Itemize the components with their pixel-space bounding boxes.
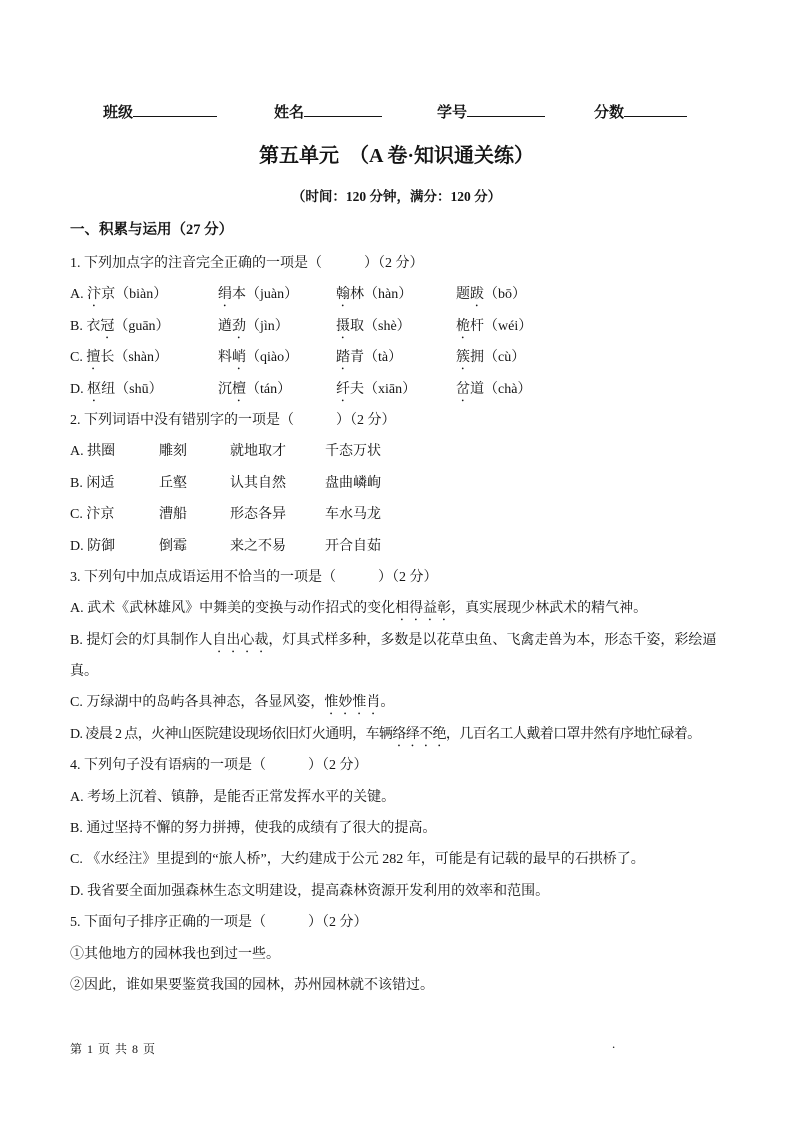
text-segment: B. 提灯会的灯具制作人 (70, 632, 213, 648)
text-segment: 千态万状 (325, 444, 381, 460)
text-line (70, 750, 730, 781)
field-label-name: 姓名 (274, 105, 305, 121)
text-line (70, 970, 730, 1001)
emphasized-text: 冠 (100, 318, 115, 334)
text-line (70, 279, 730, 310)
text-cell (325, 531, 730, 562)
text-cell (70, 374, 218, 405)
text-segment: ①其他地方的园林我也到过一些。 (70, 946, 280, 962)
text-line (70, 248, 730, 279)
text-segment: ，几百名工人戴着口罩井然有序地忙碌着。 (445, 726, 701, 742)
content-lines (70, 248, 730, 1001)
text-segment: 。 (380, 695, 395, 711)
text-line (70, 656, 730, 687)
text-segment: （guān） (114, 318, 170, 334)
student-info-header (0, 100, 793, 126)
text-cell (230, 531, 325, 562)
text-segment: 盘曲嶙峋 (325, 475, 381, 491)
field-class (103, 100, 217, 122)
text-segment: C. (70, 350, 87, 366)
text-segment: 拥（cù） (470, 350, 526, 366)
emphasized-text: 岔 (456, 381, 470, 397)
text-line (70, 876, 730, 907)
text-segment: 道（chà） (470, 381, 532, 397)
emphasized-text: 跋 (470, 287, 484, 303)
text-cell (218, 374, 336, 405)
text-segment: D. 我省要全面加强森林生态文明建设，提高森林资源开发利用的效率和范围。 (70, 883, 550, 899)
text-cell (70, 279, 218, 310)
text-segment: B. 通过坚持不懈的努力拼搏，使我的成绩有了很大的提高。 (70, 821, 437, 837)
text-segment: 2. 下列词语中没有错别字的一项是（ ）（2 分） (70, 412, 396, 428)
text-line (70, 342, 730, 373)
section-heading: 一、积累与运用（27 分） (70, 222, 234, 238)
text-segment: 就地取才 (230, 444, 286, 460)
text-segment: ，灯具式样多种，多数是以花草虫鱼、飞禽走兽为本，形态千姿，彩绘逼 (268, 632, 717, 648)
text-line (70, 531, 730, 562)
emphasized-text: 相得益彰 (395, 601, 452, 617)
text-line (70, 311, 730, 342)
text-segment: A. 武术《武林雄风》中舞美的变换与动作招式的变化 (70, 601, 396, 617)
text-segment: 纽（shū） (101, 381, 163, 397)
text-cell (70, 436, 159, 467)
emphasized-text: 纤 (336, 381, 350, 397)
student-id-fill-blank[interactable] (467, 100, 545, 117)
text-segment: 夫（xiān） (350, 381, 417, 397)
text-segment: 认其自然 (230, 475, 286, 491)
text-segment: 料 (218, 350, 232, 366)
text-segment: 丘壑 (159, 475, 187, 491)
text-segment: 车水马龙 (325, 507, 381, 523)
emphasized-text: 簇 (456, 350, 470, 366)
text-segment: 本（juàn） (232, 287, 299, 303)
text-cell (456, 374, 730, 405)
emphasized-text: 绢 (218, 287, 232, 303)
emphasized-text: 峭 (232, 350, 246, 366)
text-segment: 京（biàn） (101, 287, 168, 303)
emphasized-text: 劲 (232, 318, 246, 334)
text-cell (325, 468, 730, 499)
text-segment: ，真实展现少林武术的精气神。 (451, 601, 648, 617)
text-segment: A. 考场上沉着、镇静，是能否正常发挥水平的关键。 (70, 789, 396, 805)
emphasized-text: 络绎不绝 (392, 726, 446, 742)
text-cell (218, 279, 336, 310)
text-cell (230, 468, 325, 499)
text-segment: B. 闲适 (70, 475, 115, 491)
text-segment: 青（tà） (350, 350, 403, 366)
field-student-id (437, 100, 545, 122)
stray-period: . (612, 1036, 616, 1051)
text-cell (456, 311, 730, 342)
text-segment: C. 万绿湖中的岛屿各具神态，各显风姿， (70, 695, 325, 711)
text-segment: 倒霉 (159, 538, 187, 554)
text-cell (218, 342, 336, 373)
text-segment: 1. 下列加点字的注音完全正确的一项是（ ）（2 分） (70, 256, 424, 271)
text-segment: 5. 下面句子排序正确的一项是（ ）（2 分） (70, 915, 368, 931)
text-segment: D. (70, 381, 88, 397)
text-segment: D. 防御 (70, 538, 116, 554)
emphasized-text: 翰 (336, 287, 350, 303)
text-cell (230, 436, 325, 467)
text-line (70, 813, 730, 844)
text-cell (70, 531, 159, 562)
text-cell (230, 499, 325, 530)
text-line (70, 939, 730, 970)
page-number-footer: 第 1 页 共 8 页 (70, 1042, 157, 1056)
text-line (70, 374, 730, 405)
text-cell (159, 499, 230, 530)
text-cell (70, 468, 159, 499)
text-line (70, 499, 730, 530)
text-cell (336, 374, 456, 405)
field-score (594, 100, 687, 122)
text-segment: 取（shè） (350, 318, 411, 334)
field-name (274, 100, 382, 122)
text-segment: 漕船 (159, 507, 187, 523)
text-cell (325, 499, 730, 530)
text-segment: D. 凌晨 2 点，火神山医院建设现场依旧灯火通明，车辆 (70, 726, 393, 742)
text-cell (159, 468, 230, 499)
text-cell (336, 311, 456, 342)
emphasized-text: 自出心裁 (212, 632, 269, 648)
text-segment: 来之不易 (230, 538, 286, 554)
text-cell (456, 342, 730, 373)
name-fill-blank[interactable] (304, 100, 382, 117)
text-segment: 雕刻 (159, 444, 187, 460)
text-line (70, 844, 730, 875)
text-segment: 沉 (218, 381, 232, 397)
field-label-class: 班级 (103, 105, 134, 121)
text-cell (70, 342, 218, 373)
text-segment: ②因此，谁如果要鉴赏我国的园林，苏州园林就不该错过。 (70, 977, 434, 993)
text-segment: A. (70, 287, 88, 303)
text-segment: C. 《水经注》里提到的“旅人桥”，大约建成于公元 282 年，可能是有记载的最早的石拱桥了。 (70, 852, 645, 868)
text-line (70, 436, 730, 467)
paper-title: 第五单元 （A 卷·知识通关练） (258, 145, 534, 167)
emphasized-text: 桅 (456, 318, 470, 334)
text-cell (159, 531, 230, 562)
text-segment: 形态各异 (230, 507, 286, 523)
score-fill-blank[interactable] (624, 100, 687, 117)
time-score-subtitle: （时间：120 分钟，满分：120 分） (291, 189, 502, 204)
emphasized-text: 檀 (232, 381, 246, 397)
text-line (70, 405, 730, 436)
text-line (70, 687, 730, 718)
text-segment: 真。 (70, 664, 98, 680)
text-cell (325, 436, 730, 467)
text-segment: 开合自茹 (325, 538, 381, 554)
text-segment: C. 汴京 (70, 507, 115, 523)
text-segment: 遒 (218, 318, 232, 334)
text-segment: （bō） (484, 287, 526, 303)
text-line (70, 782, 730, 813)
text-segment: 长（shàn） (100, 350, 169, 366)
emphasized-text: 汴 (87, 287, 102, 303)
emphasized-text: 枢 (87, 381, 102, 397)
emphasized-text: 擅 (86, 350, 101, 366)
text-line (70, 593, 730, 624)
text-line (70, 562, 730, 593)
text-cell (218, 311, 336, 342)
emphasized-text: 惟妙惟肖 (324, 695, 381, 711)
class-fill-blank[interactable] (133, 100, 217, 117)
emphasized-text: 踏 (336, 350, 350, 366)
text-segment: 杆（wéi） (470, 318, 533, 334)
text-segment: 林（hàn） (350, 287, 413, 303)
text-line (70, 907, 730, 938)
field-label-score: 分数 (594, 105, 625, 121)
text-segment: 3. 下列句中加点成语运用不恰当的一项是（ ）（2 分） (70, 569, 438, 585)
text-segment: （qiào） (246, 350, 299, 366)
text-cell (336, 279, 456, 310)
text-line (70, 625, 730, 656)
text-cell (159, 436, 230, 467)
text-segment: A. 拱圈 (70, 444, 116, 460)
text-line (70, 719, 730, 750)
text-cell (70, 499, 159, 530)
text-cell (336, 342, 456, 373)
text-segment: （tán） (246, 381, 292, 397)
text-cell (456, 279, 730, 310)
text-segment: B. 衣 (70, 318, 101, 334)
field-label-student-id: 学号 (437, 105, 468, 121)
text-cell (70, 311, 218, 342)
text-segment: 4. 下列句子没有语病的一项是（ ）（2 分） (70, 758, 368, 774)
text-line (70, 468, 730, 499)
text-segment: 题 (456, 287, 470, 303)
emphasized-text: 摄 (336, 318, 350, 334)
text-segment: （jìn） (246, 318, 289, 334)
